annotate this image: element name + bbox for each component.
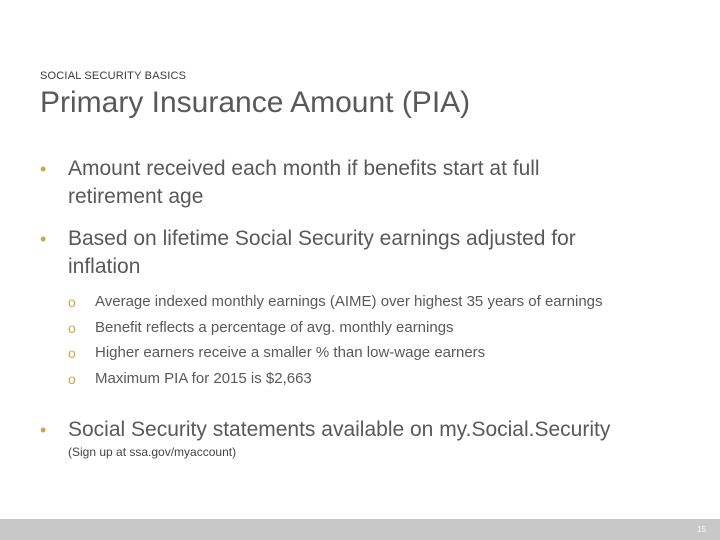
bullet-text: Amount received each month if benefits start at full retirement age <box>68 157 540 208</box>
bullet-item <box>40 225 640 281</box>
slide-kicker: SOCIAL SECURITY BASICS <box>40 70 187 82</box>
sub-bullet-item <box>68 370 312 388</box>
sub-bullet-text: Higher earners receive a smaller % than low-wage earners <box>95 344 486 361</box>
bullet-marker: • <box>40 229 47 249</box>
sub-bullet-item <box>68 293 603 311</box>
bullet-text: Social Security statements available on my.Social.Security <box>68 418 611 441</box>
sub-bullet-marker: o <box>68 294 76 310</box>
sub-bullet-text: Benefit reflects a percentage of avg. monthly earnings <box>95 319 454 336</box>
sub-bullet-marker: o <box>68 320 76 336</box>
bullet-item <box>40 155 600 211</box>
bullet-marker: • <box>40 420 47 440</box>
sub-bullet-item <box>68 344 485 362</box>
sub-bullet-marker: o <box>68 371 76 387</box>
page-number: 15 <box>697 525 706 534</box>
sub-bullet-text: Average indexed monthly earnings (AIME) over highest 35 years of earnings <box>95 293 603 310</box>
slide-title: Primary Insurance Amount (PIA) <box>40 86 471 119</box>
bullet-item <box>40 416 720 444</box>
signup-note: (Sign up at ssa.gov/myaccount) <box>68 445 237 459</box>
sub-bullet-marker: o <box>68 345 76 361</box>
bullet-text: Based on lifetime Social Security earnings adjusted for inflation <box>68 227 576 278</box>
sub-bullet-item <box>68 319 454 337</box>
sub-bullet-text: Maximum PIA for 2015 is $2,663 <box>95 370 312 387</box>
footer-bar <box>0 519 720 540</box>
bullet-marker: • <box>40 159 47 179</box>
